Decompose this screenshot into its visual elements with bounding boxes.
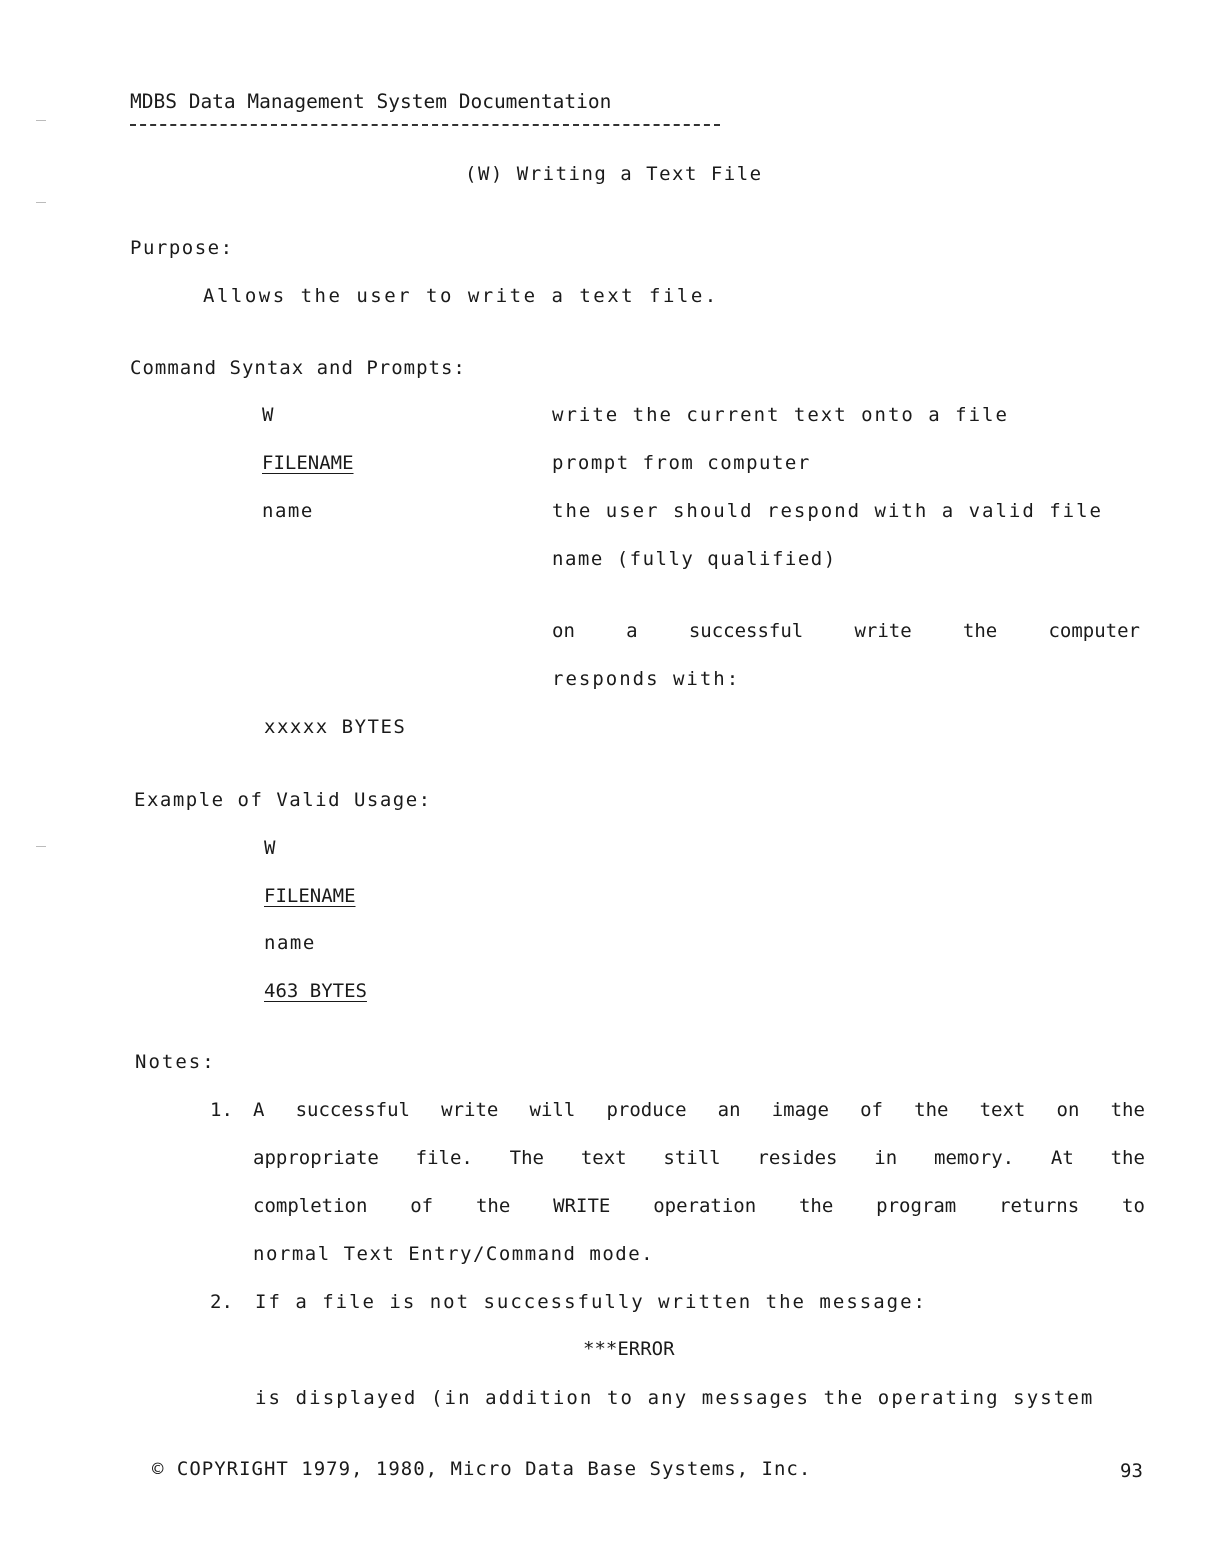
error-message: ***ERROR — [583, 1338, 675, 1360]
word: WRITE — [553, 1195, 611, 1217]
word: to — [1122, 1195, 1145, 1217]
word: text — [979, 1099, 1026, 1121]
note-number: 1. — [210, 1099, 233, 1121]
word: successful — [688, 620, 804, 642]
word: At — [1050, 1147, 1074, 1169]
word: appropriate — [253, 1147, 379, 1169]
word: on — [552, 620, 575, 642]
word: the — [1110, 1099, 1145, 1121]
note-number: 2. — [210, 1291, 233, 1313]
note-line: normal Text Entry/Command mode. — [253, 1243, 655, 1265]
syntax-success-line — [552, 619, 1140, 643]
example-line: FILENAME — [264, 885, 356, 907]
word: image — [771, 1099, 829, 1121]
syntax-command: W — [262, 404, 274, 426]
copyright-notice: © COPYRIGHT 1979, 1980, Micro Data Base Systems, Inc. — [152, 1458, 812, 1480]
word: The — [509, 1147, 544, 1169]
word: the — [475, 1195, 511, 1217]
syntax-description: name (fully qualified) — [552, 548, 837, 570]
syntax-response: name — [262, 500, 314, 522]
margin-mark — [36, 120, 46, 121]
syntax-success-line: responds with: — [552, 668, 741, 690]
word: produce — [606, 1099, 687, 1121]
word: still — [663, 1147, 721, 1169]
word: write — [441, 1099, 499, 1121]
note-line: is displayed (in addition to any messages the operating system — [255, 1387, 1095, 1409]
word: operation — [653, 1195, 757, 1217]
syntax-description: write the current text onto a file — [552, 404, 1009, 426]
note-line — [253, 1146, 1145, 1170]
syntax-heading: Command Syntax and Prompts: — [130, 357, 466, 379]
word: the — [1110, 1147, 1145, 1169]
word: of — [860, 1099, 883, 1121]
word: computer — [1048, 620, 1140, 642]
syntax-prompt: FILENAME — [262, 452, 354, 474]
word: memory. — [934, 1147, 1015, 1169]
example-heading: Example of Valid Usage: — [134, 789, 432, 811]
note-line: If a file is not successfully written the message: — [255, 1291, 927, 1313]
notes-heading: Notes: — [135, 1051, 216, 1073]
word: write — [854, 620, 912, 642]
example-line: 463 BYTES — [264, 980, 367, 1002]
word: a — [626, 620, 638, 642]
word: successful — [295, 1099, 410, 1121]
word: will — [529, 1099, 576, 1121]
note-line — [253, 1098, 1145, 1122]
word: program — [876, 1195, 957, 1217]
word: the — [798, 1195, 834, 1217]
word: resides — [757, 1147, 838, 1169]
page-number: 93 — [1120, 1460, 1143, 1482]
syntax-description: prompt from computer — [552, 452, 811, 474]
word: text — [580, 1147, 627, 1169]
purpose-text: Allows the user to write a text file. — [203, 285, 719, 307]
word: on — [1056, 1099, 1080, 1121]
word: of — [410, 1195, 434, 1217]
margin-mark — [36, 202, 46, 203]
example-line: W — [264, 837, 276, 859]
header-rule — [130, 124, 720, 126]
word: an — [717, 1099, 741, 1121]
document-header: MDBS Data Management System Documentation — [130, 90, 612, 113]
word: the — [914, 1099, 949, 1121]
margin-mark — [36, 846, 46, 847]
bytes-response: xxxxx BYTES — [264, 716, 407, 738]
word: the — [962, 620, 998, 642]
section-title: (W) Writing a Text File — [465, 163, 763, 185]
word: in — [874, 1147, 898, 1169]
word: file. — [415, 1147, 473, 1169]
word: returns — [999, 1195, 1080, 1217]
purpose-heading: Purpose: — [130, 237, 234, 259]
note-line — [253, 1194, 1145, 1218]
word: completion — [253, 1195, 368, 1217]
word: A — [253, 1099, 265, 1121]
syntax-description: the user should respond with a valid file — [552, 500, 1103, 522]
example-line: name — [264, 932, 316, 954]
